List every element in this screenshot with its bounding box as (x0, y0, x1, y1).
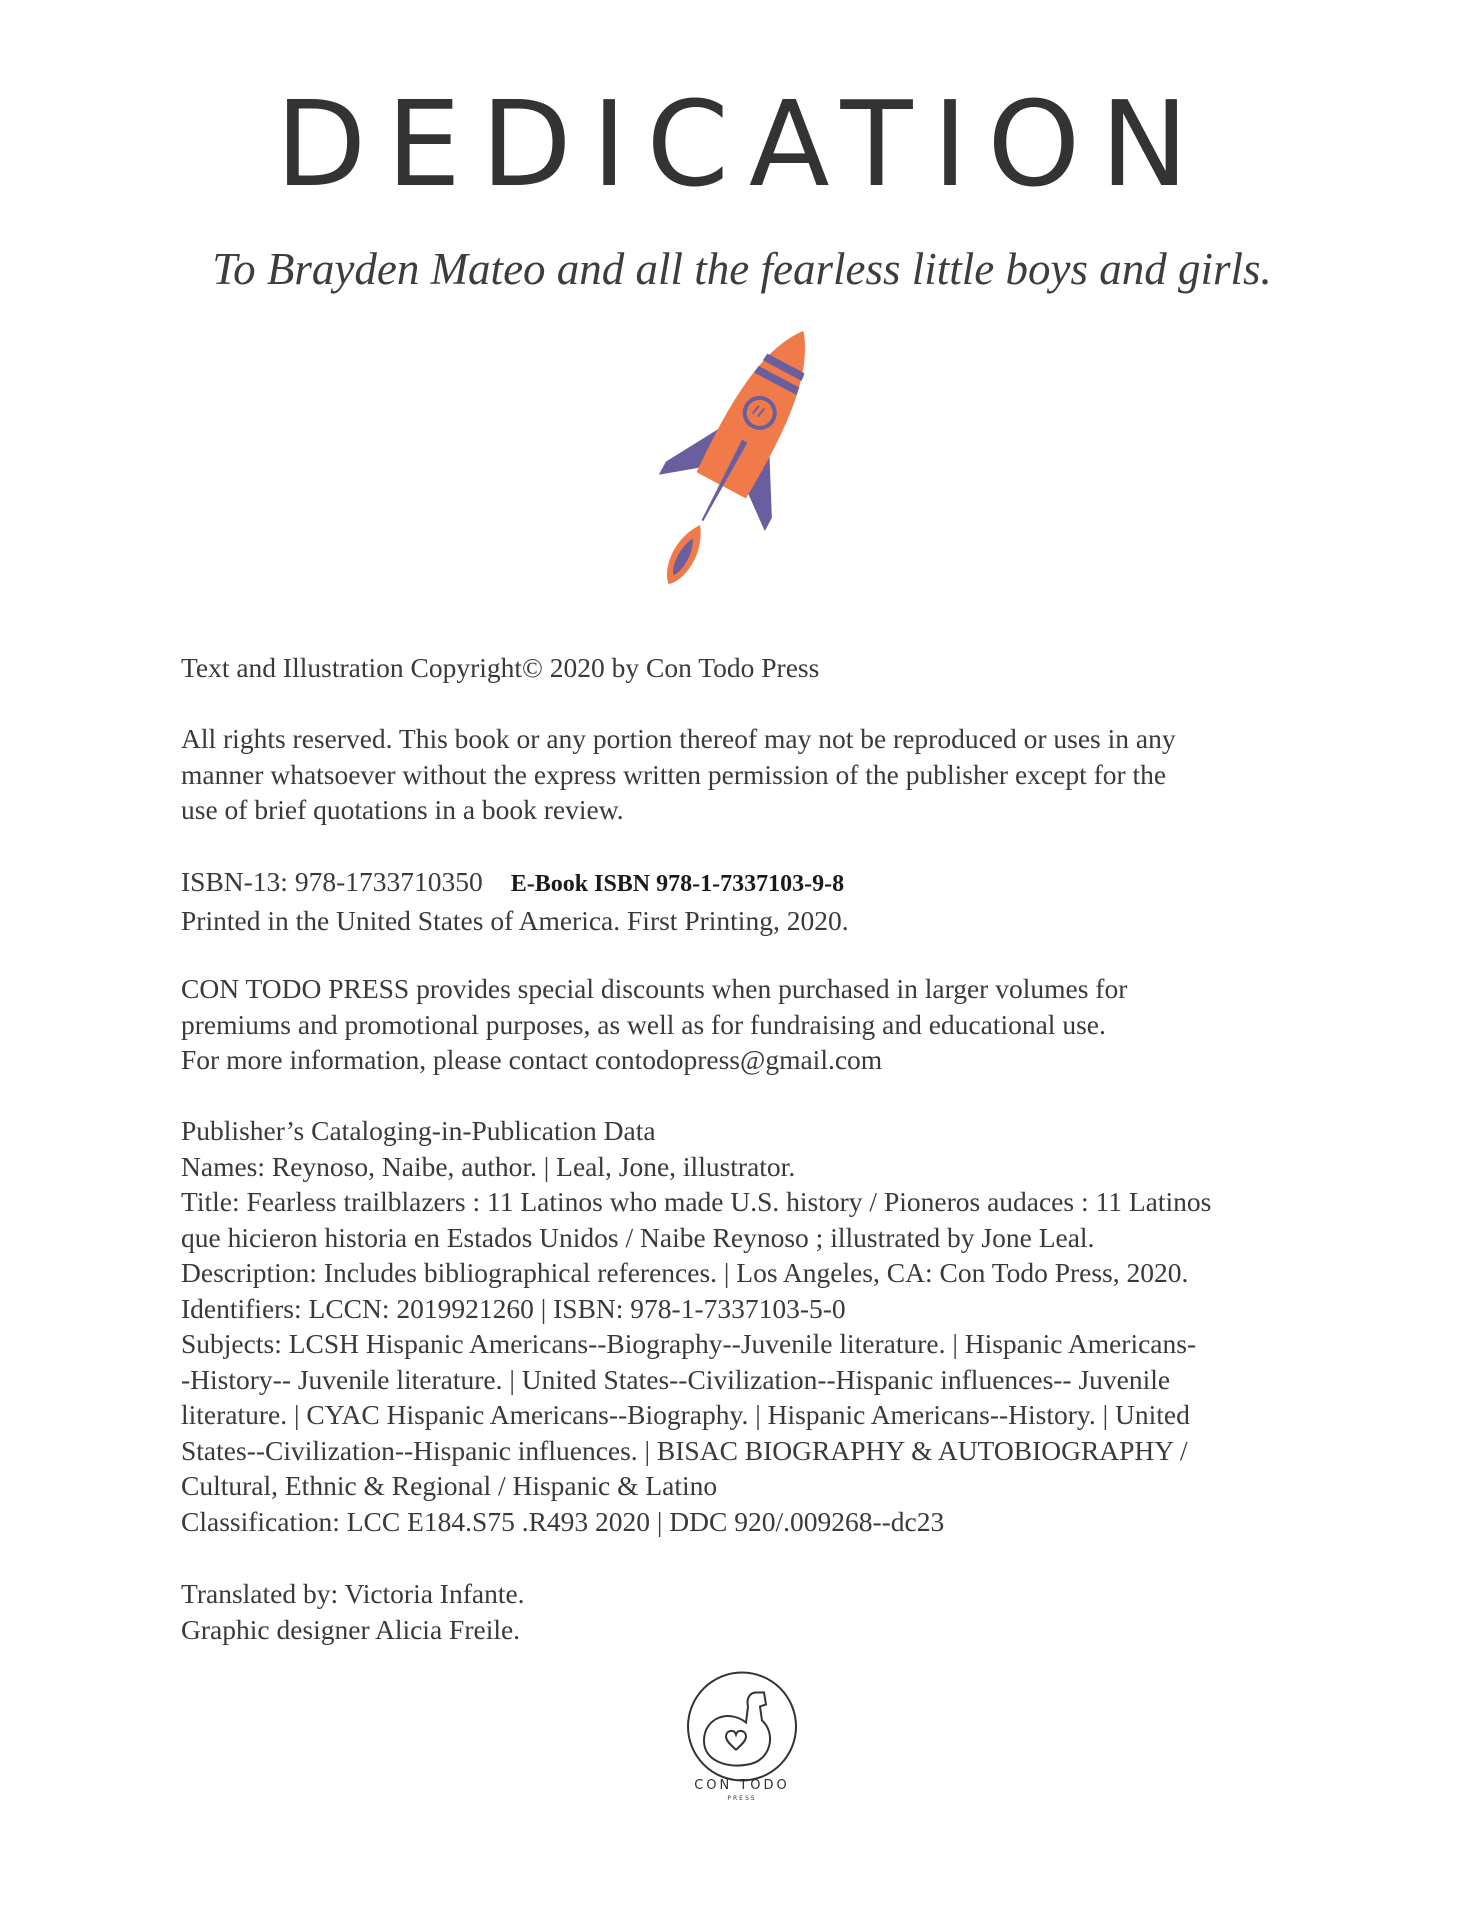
copyright-block (181, 650, 1311, 686)
dedication-text: To Brayden Mateo and all the fearless little boys and girls. (212, 244, 1272, 294)
logo-sub: PRESS (727, 1795, 757, 1802)
logo-name: CON TODO (694, 1778, 790, 1793)
cataloging-line: Description: Includes bibliographical references. | Los Angeles, CA: Con Todo Press, 2020. (181, 1257, 1189, 1288)
cataloging-line: que hicieron historia en Estados Unidos / Naibe Reynoso ; illustrated by Jone Leal. (181, 1221, 1095, 1253)
cataloging-line: Publisher’s Cataloging-in-Publication Data (181, 1115, 656, 1146)
credits-block (181, 1576, 1311, 1647)
discounts-block (181, 971, 1311, 1078)
page-title: DEDICATION (275, 75, 1209, 213)
discount-line: premiums and promotional purposes, as well as for fundraising and educational use. (181, 1008, 1106, 1040)
isbn-line (181, 864, 1311, 903)
cataloging-line: Subjects: LCSH Hispanic Americans--Biography--Juvenile literature. | Hispanic Americans- (181, 1328, 1197, 1359)
isbn13: ISBN-13: 978-1733710350 (181, 866, 483, 897)
ebook-isbn: E-Book ISBN 978-1-7337103-9-8 (510, 871, 845, 897)
rocket-icon (640, 320, 840, 620)
rights-line: All rights reserved. This book or any portion thereof may not be reproduced or uses in any (181, 723, 1176, 754)
isbn-block (181, 864, 1311, 938)
cataloging-line: Title: Fearless trailblazers : 11 Latinos who made U.S. history / Pioneros audaces : 11 Latinos (181, 1186, 1212, 1217)
cataloging-line: Names: Reynoso, Naibe, author. | Leal, Jone, illustrator. (181, 1150, 796, 1182)
discount-line: For more information, please contact contodopress@gmail.com (181, 1044, 883, 1075)
rights-line: manner whatsoever without the express written permission of the publisher except for the (181, 758, 1167, 790)
copyright-line: Text and Illustration Copyright© 2020 by Con Todo Press (181, 652, 820, 683)
rights-block (181, 721, 1311, 828)
cataloging-line: Identifiers: LCCN: 2019921260 | ISBN: 978-1-7337103-5-0 (181, 1292, 846, 1324)
cataloging-line: literature. | CYAC Hispanic Americans--Biography. | Hispanic Americans--History. | United (181, 1399, 1190, 1430)
cataloging-block (181, 1113, 1311, 1539)
cataloging-line: -History-- Juvenile literature. | United States--Civilization--Hispanic influences-- Juvenile (181, 1363, 1171, 1395)
cataloging-line: Classification: LCC E184.S75 .R493 2020 | DDC 920/.009268--dc23 (181, 1505, 945, 1537)
discount-line: CON TODO PRESS provides special discounts when purchased in larger volumes for (181, 973, 1128, 1004)
rights-line: use of brief quotations in a book review. (181, 794, 624, 825)
printed-line: Printed in the United States of America. First Printing, 2020. (181, 904, 849, 936)
credit-line: Translated by: Victoria Infante. (181, 1578, 525, 1609)
cataloging-line: Cultural, Ethnic & Regional / Hispanic & Latino (181, 1470, 718, 1501)
credit-line: Graphic designer Alicia Freile. (181, 1613, 521, 1645)
cataloging-line: States--Civilization--Hispanic influences. | BISAC BIOGRAPHY & AUTOBIOGRAPHY / (181, 1434, 1188, 1466)
